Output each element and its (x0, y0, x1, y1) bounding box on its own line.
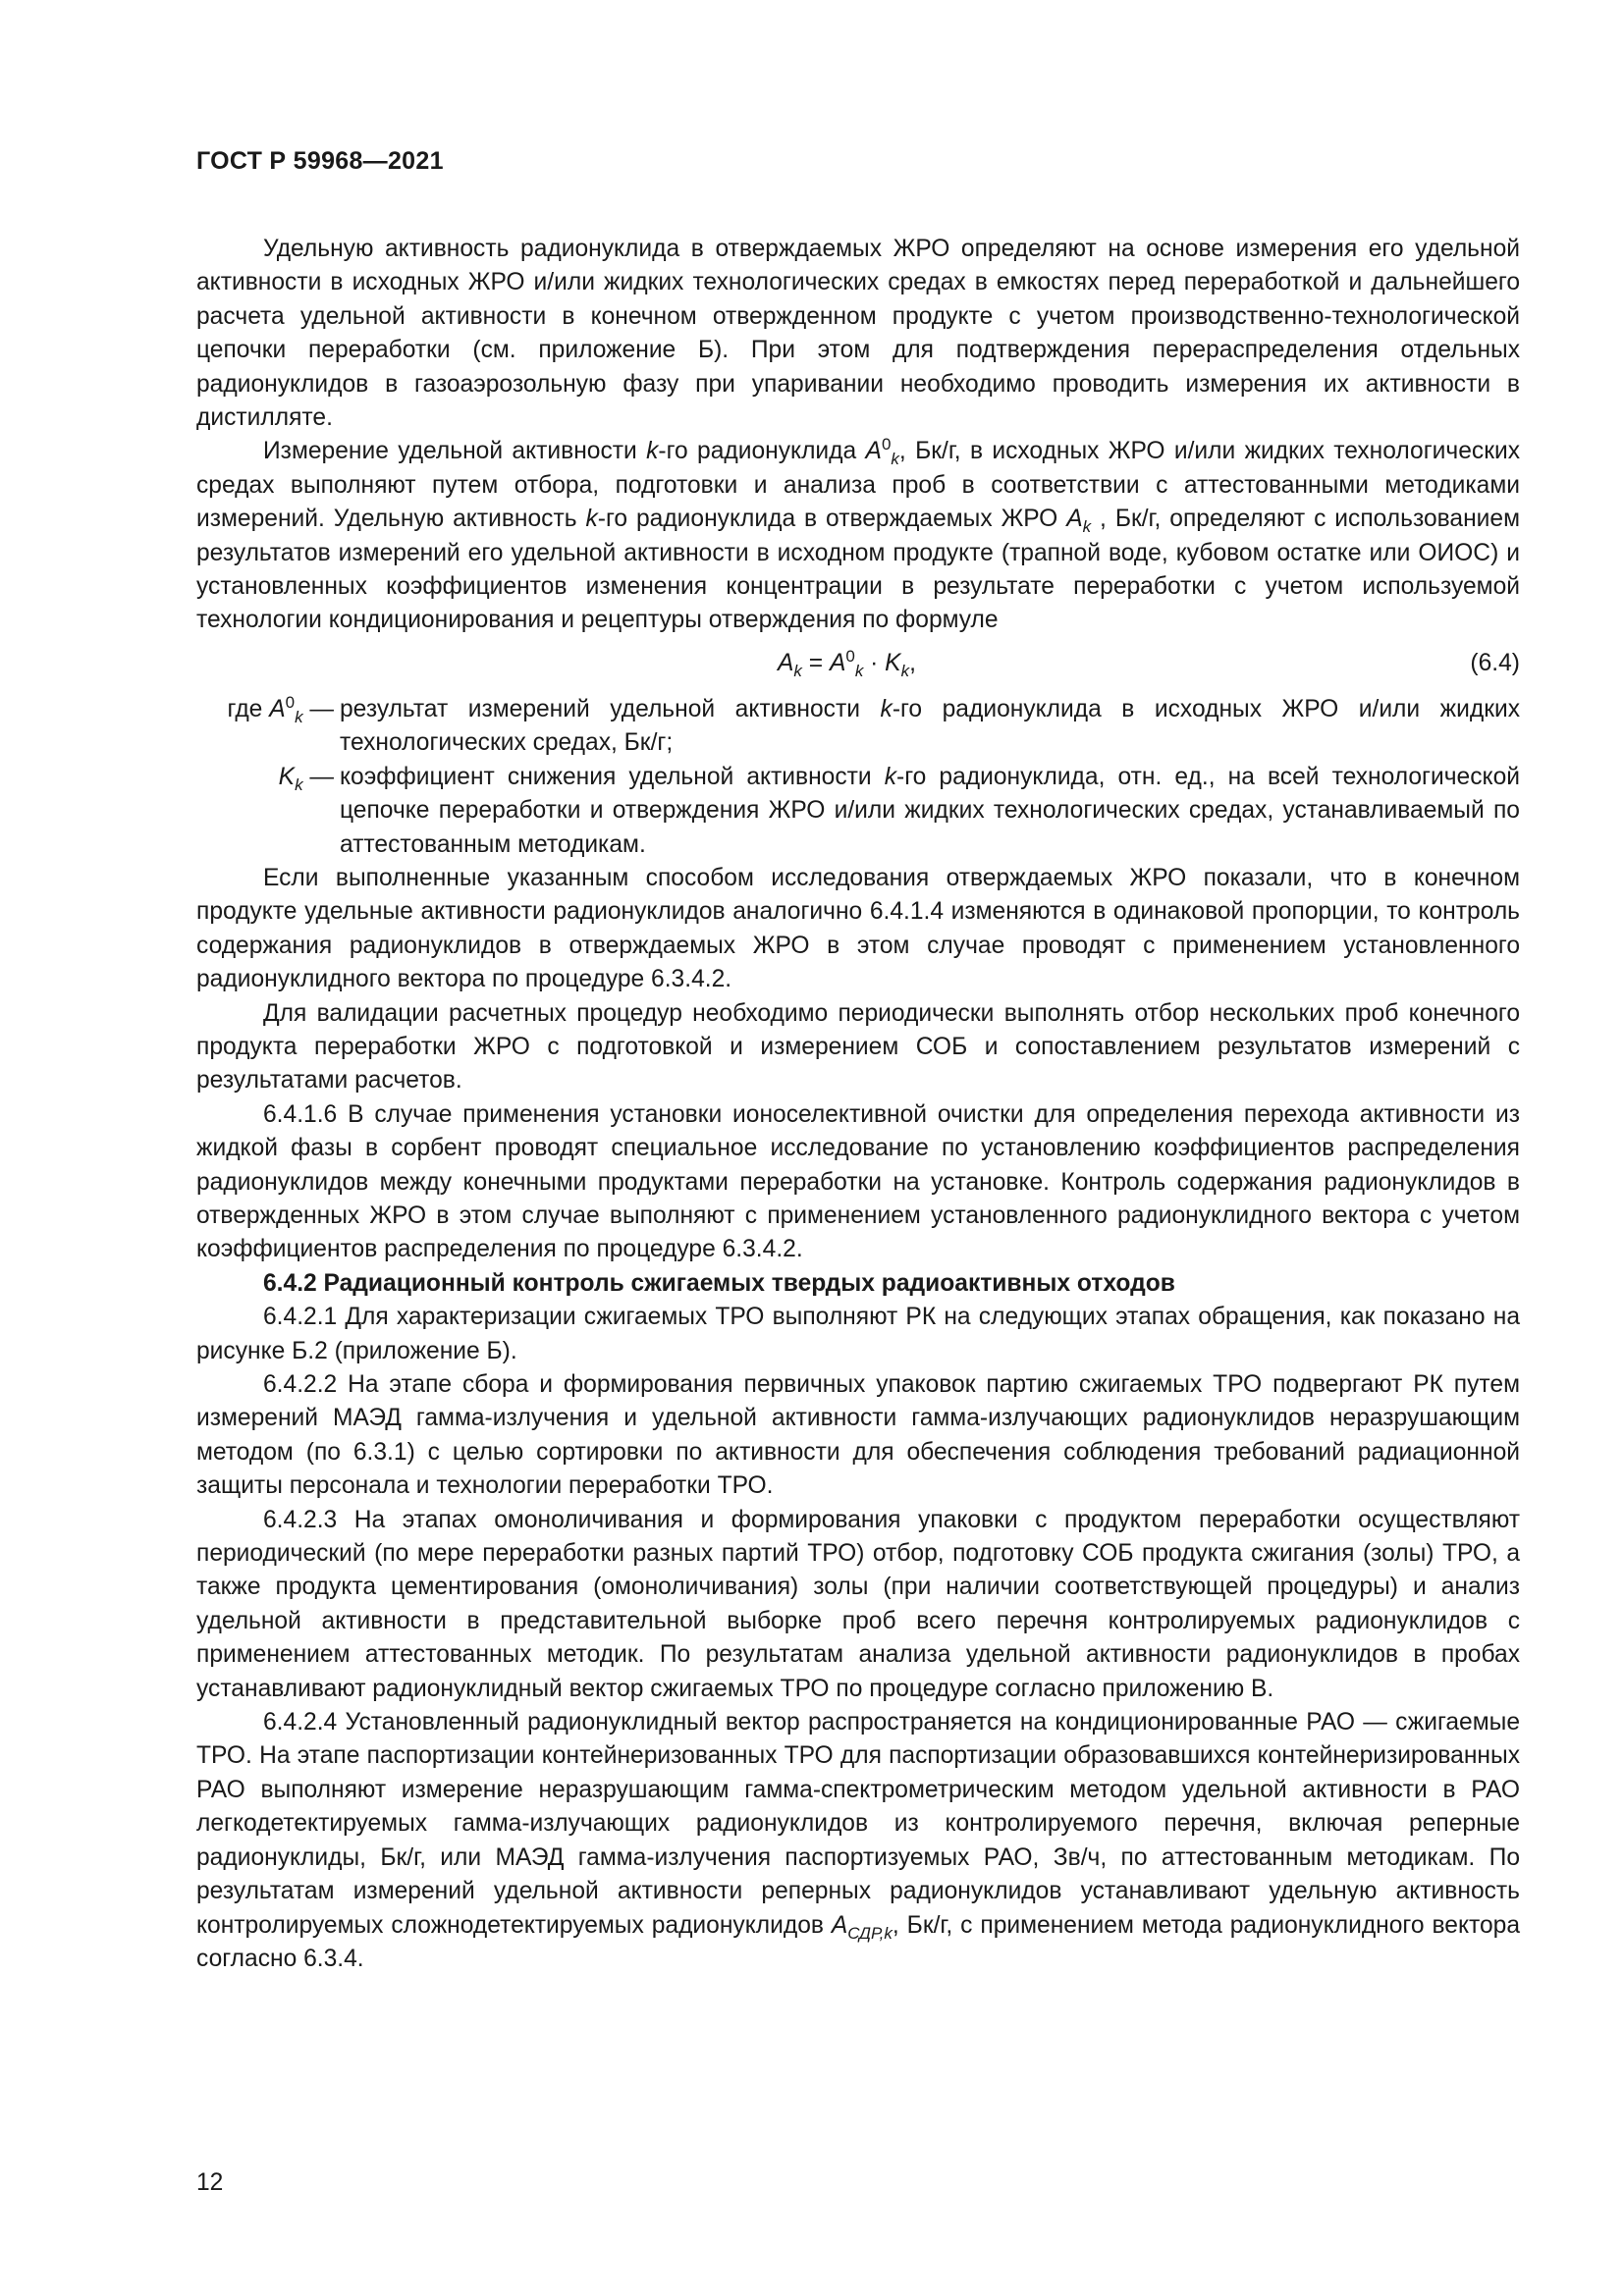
page-number: 12 (196, 2169, 224, 2196)
formula-number: (6.4) (1470, 649, 1520, 676)
paragraph-1: Удельную активность радионуклида в отверждаемых ЖРО определяют на основе измерения его удельной активности в исходных ЖРО и/или жидких технологических средах в емкостях перед переработкой и дальнейшего расчета удельной активности в конечном отвержденном продукте с учетом производственно-технологической цепочки переработки (см. приложение Б). При этом для подтверждения перераспределения отдельных радионуклидов в газоаэрозольную фазу при упаривании необходимо проводить измерения их активности в дистилляте. (196, 236, 1520, 432)
paragraph-6-4-2-1: 6.4.2.1 Для характеризации сжигаемых ТРО выполняют РК на следующих этапах обращения, как показано на рисунке Б.2 (приложение Б). (196, 1304, 1520, 1364)
formula-expression: $A_k = A^0_k \cdot K_k$, (778, 646, 916, 680)
where-item-k: $K_k$ — коэффициент снижения удельной активности k-го радионуклида, отн. ед., на всей технологической цепочке переработки и отверждения ЖРО и/или жидких технологических средах, устанавливаемый по аттестованным методикам. (278, 763, 1520, 858)
paragraph-6-4-2-4: 6.4.2.4 Установленный радионуклидный вектор распространяется на кондиционированные РАО — сжигаемые ТРО. На этапе паспортизации контейнеризованных ТРО для паспортизации образовавшихся контейнеризированных РАО выполняют измерение неразрушающим гамма-спектрометрическим методом удельной активности в РАО легкодетектируемых гамма-излучающих радионуклидов из контролируемого перечня, включая реперные радионуклиды, Бк/г, или МАЭД гамма-излучения паспортизуемых РАО, Зв/ч, по аттестованным методикам. По результатам измерений удельной активности реперных радионуклидов устанавливают удельную активность контролируемых сложнодетектируемых радионуклидов $A_{СДР,k}$, Бк/г, с применением метода радионуклидного вектора согласно 6.3.4. (196, 1709, 1520, 1972)
paragraph-6-4-2-2: 6.4.2.2 На этапе сбора и формирования первичных упаковок партию сжигаемых ТРО подвергают РК путем измерений МАЭД гамма-излучения и удельной активности гамма-излучающих радионуклидов неразрушающим методом (по 6.3.1) с целью сортировки по активности для обеспечения соблюдения требований радиационной защиты персонала и технологии переработки ТРО. (196, 1371, 1520, 1500)
document-page (196, 147, 1520, 1976)
where-item-a: где $A^0_k$ — результат измерений удельной активности k-го радионуклида в исходных ЖРО и/или жидких технологических средах, Бк/г; (227, 692, 1521, 757)
paragraph-6-4-2-3: 6.4.2.3 На этапах омоноличивания и формирования упаковки с продуктом переработки осуществляют периодический (по мере переработки разных партий ТРО) отбор, подготовку СОБ продукта сжигания (золы) ТРО, а также продукта цементирования (омоноличивания) золы (при наличии соответствующей процедуры) и анализ удельной активности в представительной выборке проб всего перечня контролируемых радионуклидов с применением аттестованных методик. По результатам анализа удельной активности радионуклидов в пробах устанавливают радионуклидный вектор сжигаемых ТРО по процедуре согласно приложению В. (196, 1506, 1520, 1702)
section-heading-6-4-2: 6.4.2 Радиационный контроль сжигаемых твердых радиоактивных отходов (263, 1269, 1175, 1297)
document-code: ГОСТ Р 59968—2021 (196, 147, 444, 175)
paragraph-2: Измерение удельной активности k-го радионуклида $A^0_k$, Бк/г, в исходных ЖРО и/или жидких технологических средах выполняют путем отбора, подготовки и анализа проб в соответствии с аттестованными методиками измерений. Удельную активность k-го радионуклида в отверждаемых ЖРО $A_k$ , Бк/г, определяют с использованием результатов измерений его удельной активности в исходном продукте (трапной воде, кубовом остатке или ОИОС) и установленных коэффициентов изменения концентрации в результате переработки с учетом используемой технологии кондиционирования и рецептуры отверждения по формуле (196, 435, 1521, 634)
paragraph-3: Если выполненные указанным способом исследования отверждаемых ЖРО показали, что в конечном продукте удельные активности радионуклидов аналогично 6.4.1.4 изменяются в одинаковой пропорции, то контроль содержания радионуклидов в отверждаемых ЖРО в этом случае проводят с применением установленного радионуклидного вектора по процедуре 6.3.4.2. (196, 864, 1520, 993)
formula-6-4 (196, 640, 1520, 687)
where-list (196, 693, 1520, 862)
paragraph-6-4-1-6: 6.4.1.6 В случае применения установки ионоселективной очистки для определения перехода активности из жидкой фазы в сорбент проводят специальное исследование по установлению коэффициентов распределения радионуклидов между конечными продуктами переработки на установке. Контроль содержания радионуклидов в отвержденных ЖРО в этом случае выполняют с применением установленного радионуклидного вектора с учетом коэффициентов распределения по процедуре 6.3.4.2. (196, 1100, 1520, 1263)
paragraph-4: Для валидации расчетных процедур необходимо периодически выполнять отбор нескольких проб конечного продукта переработки ЖРО с подготовкой и измерением СОБ и сопоставлением результатов измерений с результатами расчетов. (196, 999, 1520, 1095)
